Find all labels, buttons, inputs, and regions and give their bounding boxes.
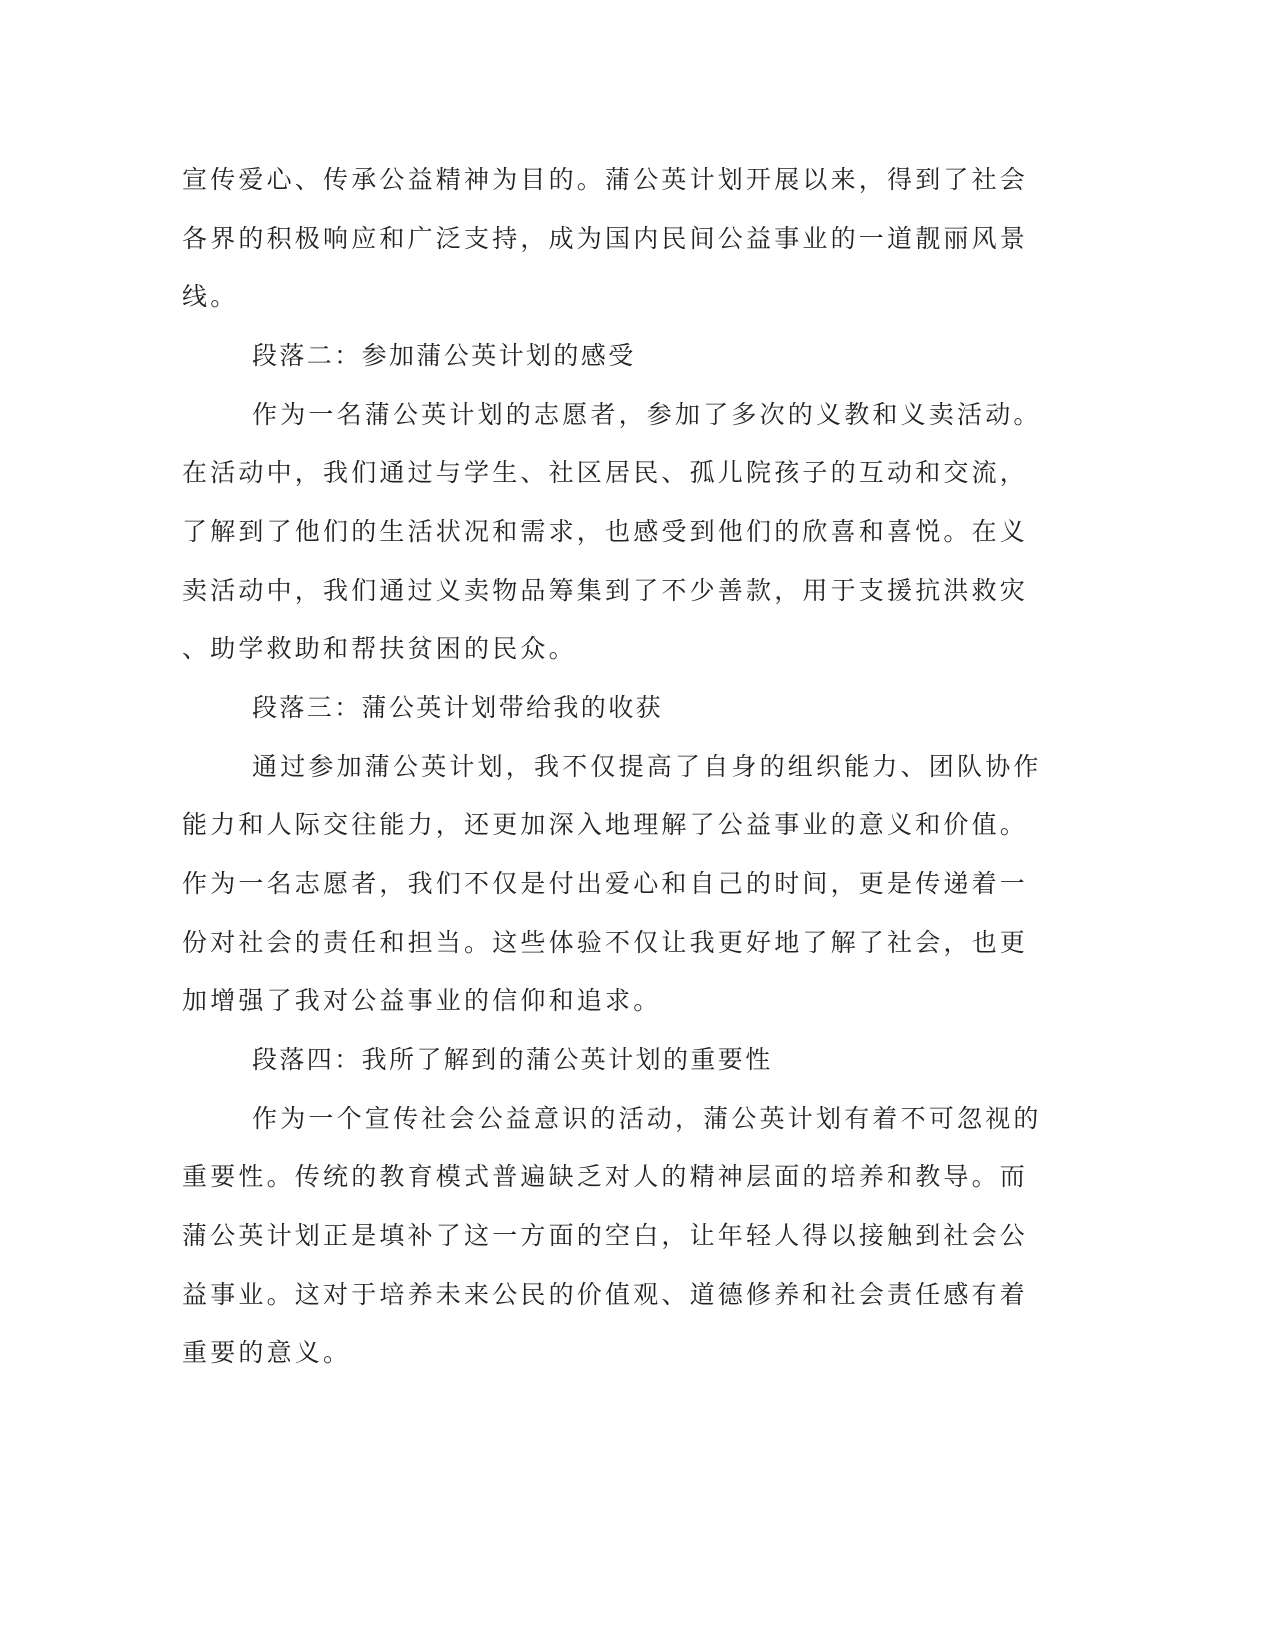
- paragraph-3-line-5: 加增强了我对公益事业的信仰和追求。: [182, 986, 662, 1015]
- paragraph-4-line-2: 重要性。传统的教育模式普遍缺乏对人的精神层面的培养和教导。而: [182, 1162, 1029, 1191]
- paragraph-1-line-1: 宣传爱心、传承公益精神为目的。蒲公英计划开展以来，得到了社会: [182, 165, 1029, 194]
- paragraph-2-line-3: 了解到了他们的生活状况和需求，也感受到他们的欣喜和喜悦。在义: [182, 517, 1029, 546]
- paragraph-2-line-4: 卖活动中，我们通过义卖物品筹集到了不少善款，用于支援抗洪救灾: [182, 576, 1029, 605]
- paragraph-3-line-3: 作为一名志愿者，我们不仅是付出爱心和自己的时间，更是传递着一: [182, 869, 1029, 898]
- paragraph-4-line-1: 作为一个宣传社会公益意识的活动，蒲公英计划有着不可忽视的: [252, 1104, 1042, 1133]
- paragraph-3-line-2: 能力和人际交往能力，还更加深入地理解了公益事业的意义和价值。: [182, 810, 1029, 839]
- section-heading-3: 段落三：蒲公英计划带给我的收获: [252, 693, 664, 722]
- paragraph-2-line-2: 在活动中，我们通过与学生、社区居民、孤儿院孩子的互动和交流，: [182, 458, 1029, 487]
- section-heading-2: 段落二：参加蒲公英计划的感受: [252, 341, 636, 370]
- section-heading-4: 段落四：我所了解到的蒲公英计划的重要性: [252, 1045, 773, 1074]
- paragraph-4-line-3: 蒲公英计划正是填补了这一方面的空白，让年轻人得以接触到社会公: [182, 1221, 1029, 1250]
- paragraph-2-line-1: 作为一名蒲公英计划的志愿者，参加了多次的义教和义卖活动。: [252, 400, 1042, 429]
- paragraph-1-line-3: 线。: [182, 282, 239, 311]
- paragraph-2-line-5: 、助学救助和帮扶贫困的民众。: [182, 634, 577, 663]
- paragraph-4-line-4: 益事业。这对于培养未来公民的价值观、道德修养和社会责任感有着: [182, 1280, 1029, 1309]
- paragraph-4-line-5: 重要的意义。: [182, 1338, 352, 1367]
- paragraph-3-line-4: 份对社会的责任和担当。这些体验不仅让我更好地了解了社会，也更: [182, 928, 1029, 957]
- paragraph-3-line-1: 通过参加蒲公英计划，我不仅提高了自身的组织能力、团队协作: [252, 752, 1042, 781]
- paragraph-1-line-2: 各界的积极响应和广泛支持，成为国内民间公益事业的一道靓丽风景: [182, 224, 1029, 253]
